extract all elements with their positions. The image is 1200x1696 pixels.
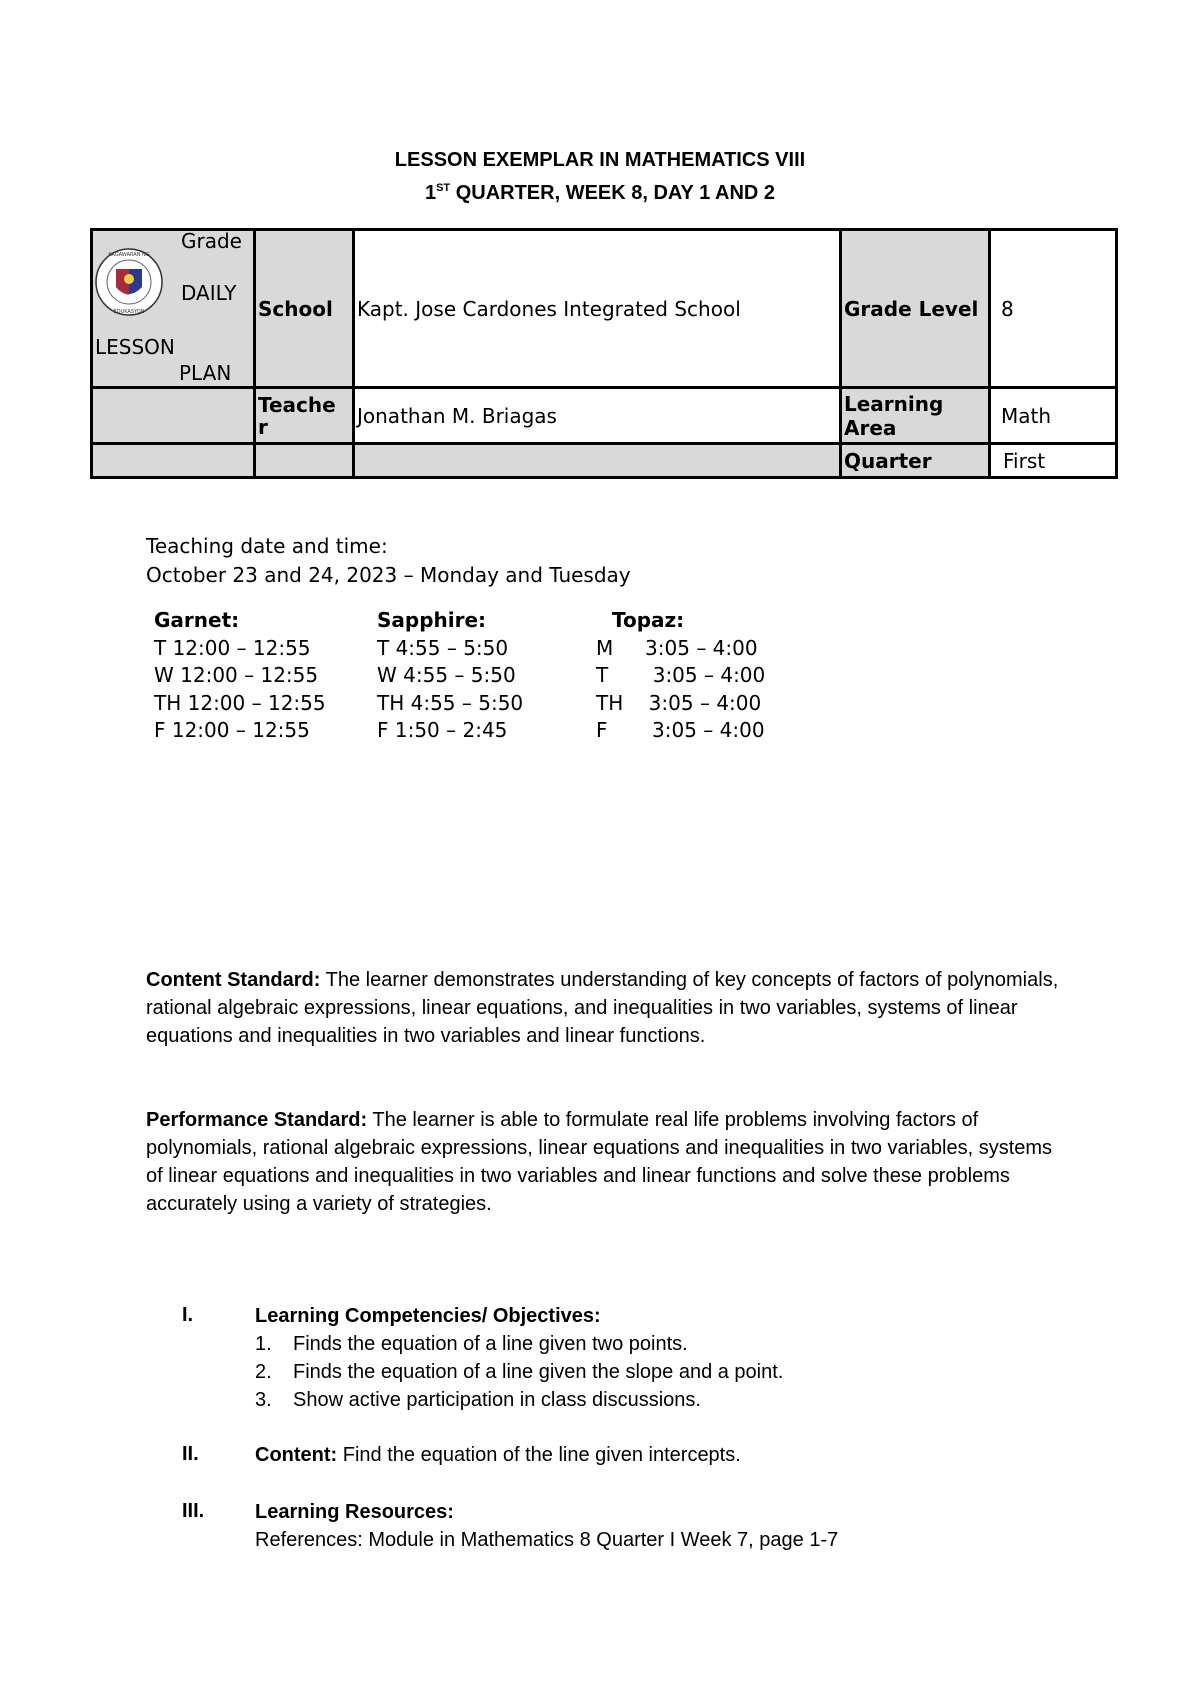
schedule-garnet [154,607,326,745]
section-ii-label: Content: [255,1444,338,1466]
content-standard-label: Content Standard: [146,969,321,991]
empty-cell [92,444,255,478]
content-standard [146,966,1066,1050]
section-i-numeral: I. [182,1304,194,1326]
logo-text-plan: PLAN [179,361,232,385]
grade-level-label: Grade Level [841,230,990,388]
learning-area-value: Math [990,388,1117,444]
schedule-row: TH 3:05 – 4:00 [596,690,762,715]
performance-standard [146,1106,1066,1218]
schedule-row: F 3:05 – 4:00 [596,718,765,742]
teaching-date: October 23 and 24, 2023 – Monday and Tuesday [146,563,631,587]
section-name: Topaz: [612,608,685,632]
schedule-row: M 3:05 – 4:00 [596,635,758,660]
schedule-topaz [596,607,765,745]
schedule-row: W 4:55 – 5:50 [377,663,516,687]
section-ii-body [255,1441,741,1469]
deped-seal-icon [94,247,164,317]
teacher-label: Teache r [255,388,354,444]
schedule-row: T 3:05 – 4:00 [596,663,766,687]
svg-text:EDUKASYON: EDUKASYON [113,309,145,315]
quarter-label: Quarter [841,444,990,478]
schedule-row: T 12:00 – 12:55 [154,635,311,660]
title-line-1: LESSON EXEMPLAR IN MATHEMATICS VIII [394,149,806,171]
empty-cell [354,444,841,478]
school-label: School [255,230,354,388]
schedule-row: TH 12:00 – 12:55 [154,690,326,715]
teaching-date-block [146,532,631,590]
document-title [0,146,1200,207]
svg-text:KAGAWARAN NG: KAGAWARAN NG [108,252,150,258]
logo-text-lesson: LESSON [95,335,175,359]
empty-cell [255,444,354,478]
logo-cell [92,230,255,388]
section-i-heading: Learning Competencies/ Objectives: [255,1305,601,1327]
school-value: Kapt. Jose Cardones Integrated School [354,230,841,388]
quarter-value: First [990,444,1117,478]
empty-cell [92,388,255,444]
objective-item: 1. Finds the equation of a line given two points. [255,1333,688,1355]
performance-standard-label: Performance Standard: [146,1109,368,1131]
objectives-list [255,1330,783,1414]
teacher-value: Jonathan M. Briagas [354,388,841,444]
schedule-row: F 12:00 – 12:55 [154,718,310,742]
section-ii-numeral: II. [182,1443,199,1465]
objective-item: 3. Show active participation in class discussions. [255,1389,701,1411]
section-ii-text: Find the equation of the line given intercepts. [337,1444,741,1466]
logo-text-grade: Grade [181,229,242,253]
section-iii-numeral: III. [182,1500,205,1522]
schedule-row: W 12:00 – 12:55 [154,663,319,687]
section-name: Garnet: [154,608,240,632]
teaching-label: Teaching date and time: [146,534,388,558]
section-iii-text: References: Module in Mathematics 8 Quarter I Week 7, page 1-7 [255,1529,839,1551]
objective-item: 2. Finds the equation of a line given the slope and a point. [255,1361,784,1383]
logo-text-daily: DAILY [181,281,237,305]
schedule-row: T 4:55 – 5:50 [377,635,509,660]
lesson-header-table [90,228,1118,479]
content-standard-text: The learner demonstrates understanding of key concepts of factors of polynomials, rational algebraic expressions, linear equations, and inequalities in two variables, systems of linear equations and inequalities in two variables and linear functions. [146,969,1059,1047]
performance-standard-text: The learner is able to formulate real life problems involving factors of polynomials, rational algebraic expressions, linear equations and inequalities in two variables, systems of linear equations and inequalities in two variables and linear functions and solve these problems accurately using a variety of strategies. [146,1109,1053,1215]
schedule-row: F 1:50 – 2:45 [377,718,508,742]
schedule-sapphire [377,607,523,745]
section-name: Sapphire: [377,608,487,632]
learning-area-label: Learning Area [841,388,990,444]
title-line-2: 1ST QUARTER, WEEK 8, DAY 1 AND 2 [424,182,776,204]
grade-level-value: 8 [990,230,1117,388]
section-iii-heading: Learning Resources: [255,1501,454,1523]
schedule-row: TH 4:55 – 5:50 [377,690,524,715]
